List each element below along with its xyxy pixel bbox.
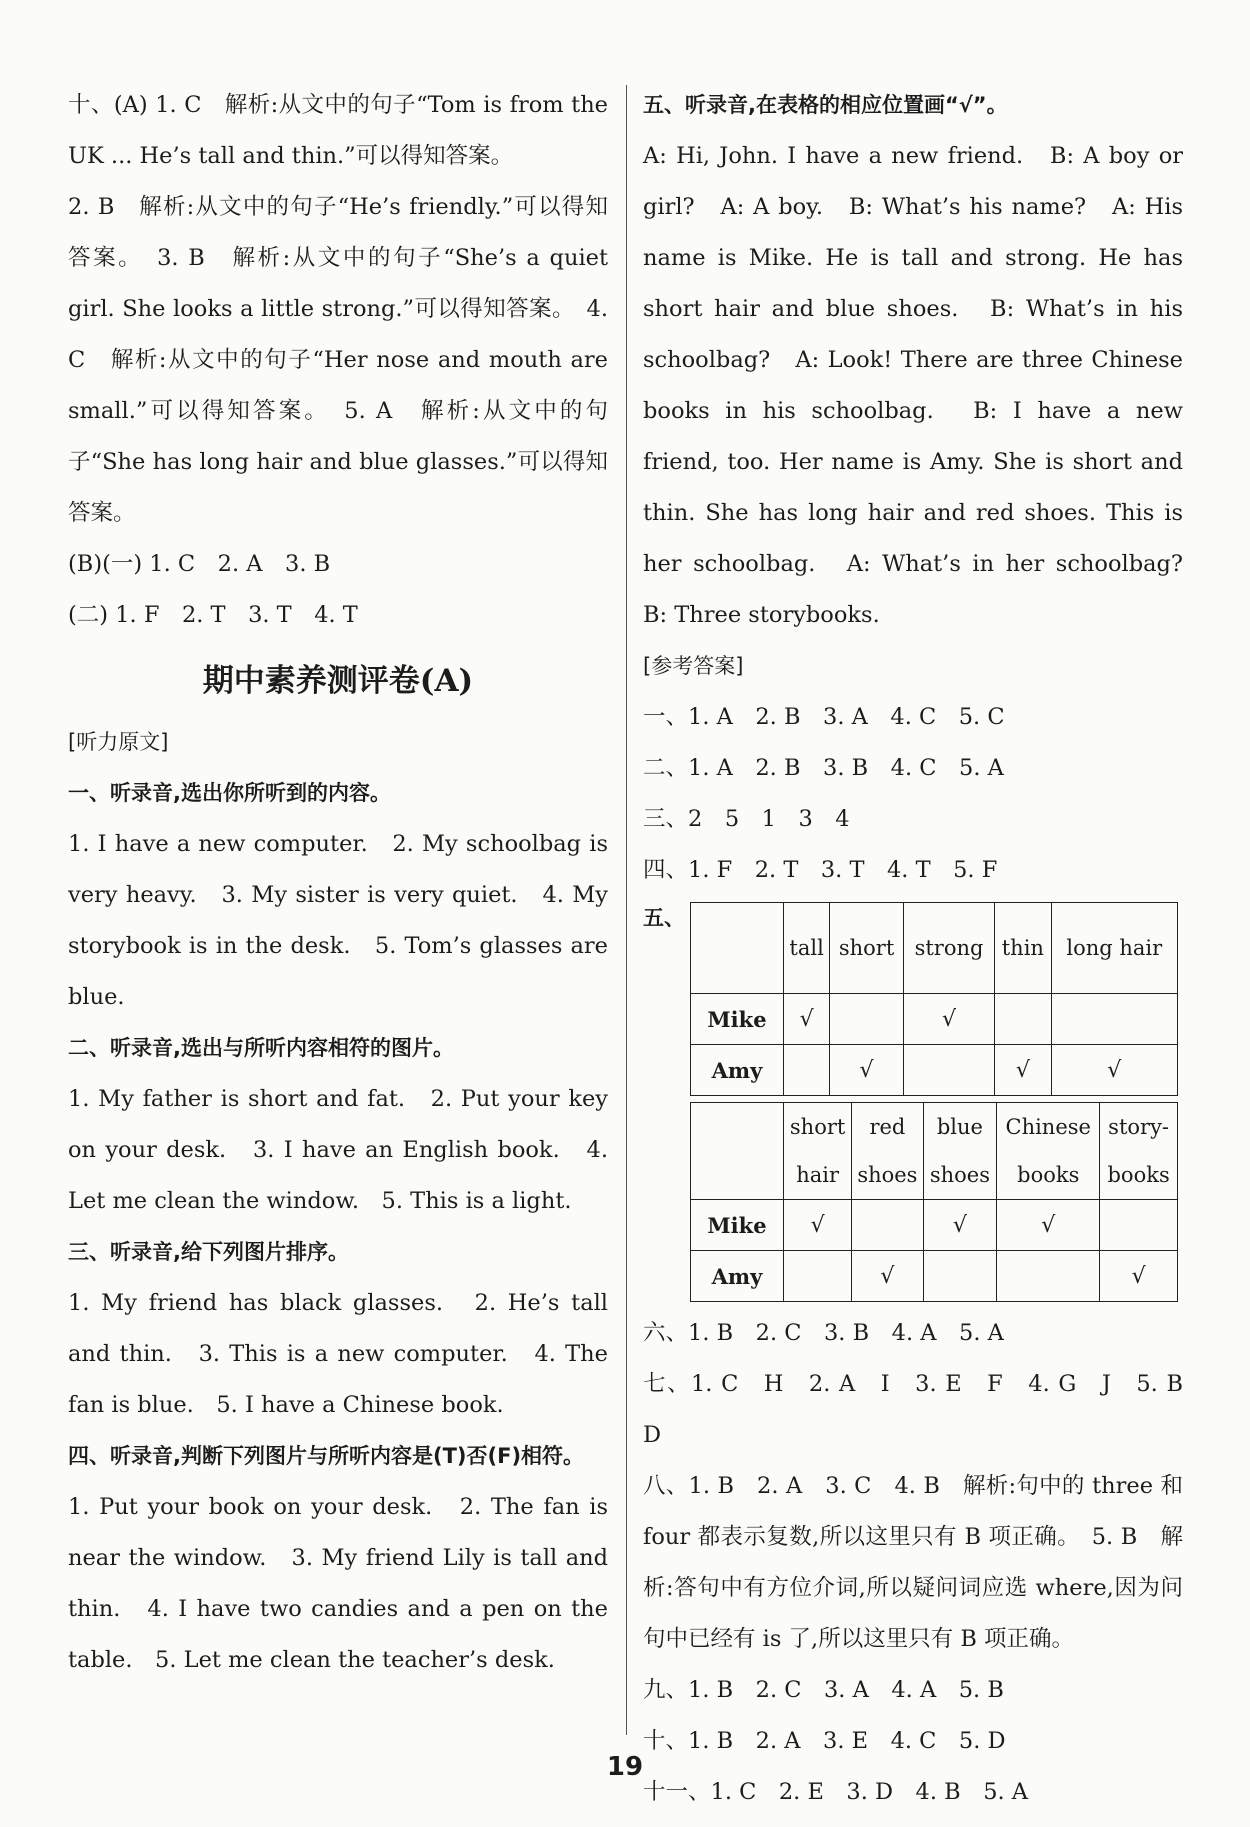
answer-9: 九、1. B 2. C 3. A 4. A 5. B <box>643 1677 1004 1703</box>
page-title: 期中素养测评卷(A) <box>202 663 474 699</box>
check-cell <box>1100 1200 1178 1251</box>
answer-key-tag: [参考答案] <box>643 654 744 678</box>
answer-4: 四、1. F 2. T 3. T 4. T 5. F <box>643 857 998 883</box>
answer-10: 十、1. B 2. A 3. E 4. C 5. D <box>643 1728 1006 1754</box>
corner-cell <box>691 903 784 994</box>
answer-2: 二、1. A 2. B 3. B 4. C 5. A <box>643 755 1004 781</box>
table-row <box>691 994 1178 1045</box>
header-cell: Chinese books <box>997 1103 1100 1200</box>
answer-5-label: 五、 <box>643 906 685 930</box>
traits-table <box>690 902 1178 1096</box>
check-cell: √ <box>1100 1251 1178 1302</box>
header-cell: tall <box>784 903 830 994</box>
section-3-text: 1. My friend has black glasses. 2. He’s tall and thin. 3. This is a new computer. 4. The fan is blue. 5. I have a Chinese book. <box>68 1290 608 1418</box>
left-column <box>68 80 608 1686</box>
section-5-heading: 五、听录音,在表格的相应位置画“√”。 <box>643 93 1008 117</box>
table-row <box>691 1045 1178 1096</box>
answer-5-tables <box>643 902 1183 1302</box>
answer-8: 八、1. B 2. A 3. C 4. B 解析:句中的 three 和 four 都表示复数,所以这里只有 B 项正确。 5. B 解析:答句中有方位介词,所以疑问词应选 where,因为问句中已经有 is 了,所以这里只有 B 项正确。 <box>643 1473 1183 1652</box>
check-cell <box>784 1045 830 1096</box>
table-row <box>691 1200 1178 1251</box>
items-table <box>690 1102 1178 1302</box>
section-5-text: A: Hi, John. I have a new friend. B: A boy or girl? A: A boy. B: What’s his name? A: His name is Mike. He is tall and strong. He has short hair and blue shoes. B: What’s in his schoolbag? A: Look! There are three Chinese books in his schoolbag. B: I have a new friend, too. Her name is Amy. She is short and thin. She has long hair and red shoes. This is her schoolbag. A: What’s in her schoolbag? B: Three storybooks. <box>643 143 1206 628</box>
check-cell: √ <box>830 1045 904 1096</box>
column-divider <box>626 85 627 1735</box>
header-cell: short hair <box>784 1103 852 1200</box>
check-cell <box>903 1045 994 1096</box>
header-cell: short <box>830 903 904 994</box>
section-4-text: 1. Put your book on your desk. 2. The fan is near the window. 3. My friend Lily is tall and thin. 4. I have two candies and a pen on the table. 5. Let me clean the teacher’s desk. <box>68 1494 608 1673</box>
check-cell: √ <box>784 1200 852 1251</box>
corner-cell <box>691 1103 784 1200</box>
ten-a-q2: 2. B 解析:从文中的句子“He’s friendly.”可以得知答案。 3. B 解析:从文中的句子“She’s a quiet girl. She looks a little strong.”可以得知答案。 4. C 解析:从文中的句子“Her nose and mouth are small.”可以得知答案。 5. A 解析:从文中的句子“She has long hair and blue glasses.”可以得知答案。 <box>68 194 608 526</box>
check-cell: √ <box>923 1200 997 1251</box>
ten-b-part2: (二) 1. F 2. T 3. T 4. T <box>68 602 358 628</box>
section-4-heading: 四、听录音,判断下列图片与所听内容是(T)否(F)相符。 <box>68 1444 585 1468</box>
listening-script-tag: [听力原文] <box>68 730 169 754</box>
check-cell <box>852 1200 923 1251</box>
header-cell: thin <box>995 903 1051 994</box>
check-cell <box>997 1251 1100 1302</box>
row-name: Mike <box>691 994 784 1045</box>
ten-b-part1: (B)(一) 1. C 2. A 3. B <box>68 551 331 577</box>
check-cell: √ <box>995 1045 1051 1096</box>
check-cell <box>923 1251 997 1302</box>
table-row <box>691 1251 1178 1302</box>
check-cell: √ <box>1051 1045 1177 1096</box>
answer-3: 三、2 5 1 3 4 <box>643 806 850 832</box>
section-3-heading: 三、听录音,给下列图片排序。 <box>68 1240 349 1264</box>
answer-6: 六、1. B 2. C 3. B 4. A 5. A <box>643 1320 1004 1346</box>
header-cell: red shoes <box>852 1103 923 1200</box>
check-cell <box>1051 994 1177 1045</box>
answer-11: 十一、1. C 2. E 3. D 4. B 5. A <box>643 1779 1029 1805</box>
check-cell <box>830 994 904 1045</box>
check-cell: √ <box>997 1200 1100 1251</box>
section-2-heading: 二、听录音,选出与所听内容相符的图片。 <box>68 1036 454 1060</box>
row-name: Amy <box>691 1045 784 1096</box>
check-cell <box>784 1251 852 1302</box>
section-2-text: 1. My father is short and fat. 2. Put your key on your desk. 3. I have an English book. 4. Let me clean the window. 5. This is a light. <box>68 1086 608 1214</box>
header-cell: blue shoes <box>923 1103 997 1200</box>
check-cell: √ <box>852 1251 923 1302</box>
check-cell: √ <box>903 994 994 1045</box>
answer-7: 七、1. C H 2. A I 3. E F 4. G J 5. B D <box>643 1371 1206 1448</box>
right-column <box>643 80 1206 1818</box>
header-cell: story-books <box>1100 1103 1178 1200</box>
header-cell: long hair <box>1051 903 1177 994</box>
ten-a-q1: 十、(A) 1. C 解析:从文中的句子“Tom is from the UK ... He’s tall and thin.”可以得知答案。 <box>68 92 608 169</box>
section-1-text: 1. I have a new computer. 2. My schoolbag is very heavy. 3. My sister is very quiet. 4. My storybook is in the desk. 5. Tom’s glasses are blue. <box>68 831 608 1010</box>
answer-1: 一、1. A 2. B 3. A 4. C 5. C <box>643 704 1005 730</box>
check-cell <box>995 994 1051 1045</box>
header-cell: strong <box>903 903 994 994</box>
section-1-heading: 一、听录音,选出你所听到的内容。 <box>68 781 391 805</box>
row-name: Amy <box>691 1251 784 1302</box>
check-cell: √ <box>784 994 830 1045</box>
page-number: 19 <box>606 1752 644 1782</box>
row-name: Mike <box>691 1200 784 1251</box>
